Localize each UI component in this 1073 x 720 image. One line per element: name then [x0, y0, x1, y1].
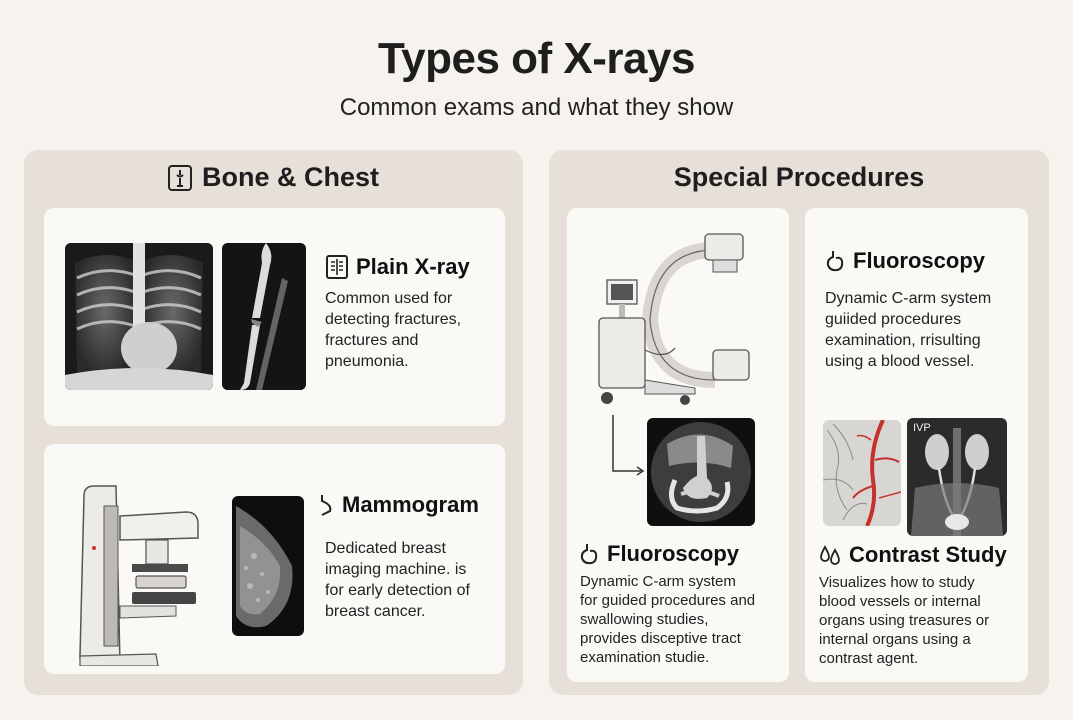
contrast-line-4: internal organs using a: [819, 631, 971, 648]
chest-xray-image: [65, 243, 213, 390]
stomach-icon: [579, 542, 599, 566]
fluoroscopy-bottom-description: [580, 572, 755, 667]
fluoroscopy-top-line-1: Dynamic C-arm system: [825, 290, 992, 307]
plain-xray-card: [44, 208, 505, 426]
fluoroscopy-bottom-title: Fluoroscopy: [607, 541, 740, 566]
stomach-icon: [825, 249, 845, 273]
bone-chest-panel: [24, 150, 523, 695]
mammogram-line-1: Dedicated breast: [325, 540, 446, 557]
mammogram-card: [44, 444, 505, 674]
plain-xray-line-1: Common used for: [325, 290, 453, 307]
fluoroscopy-bottom-line-5: examination studie.: [580, 649, 710, 666]
fluoroscopy-bottom-line-3: swallowing studies,: [580, 611, 709, 628]
fluoroscopy-top-line-3: examination, rrisulting: [825, 332, 981, 349]
mammogram-heading: [320, 492, 479, 518]
contrast-line-3: organs using treasures or: [819, 612, 990, 629]
mammogram-line-3: for early detection of: [325, 582, 470, 599]
gi-fluoroscopy-image: [647, 418, 755, 526]
ivp-image: [907, 418, 1007, 536]
fluoroscopy-top-description: [825, 288, 991, 372]
chest-xray-icon: [326, 255, 348, 279]
contrast-line-1: Visualizes how to study: [819, 574, 975, 591]
bone-xray-image: [222, 243, 306, 390]
page-subtitle: Common exams and what they show: [339, 94, 734, 121]
mammogram-line-2: imaging machine. is: [325, 561, 467, 578]
mammography-machine-illustration: [76, 466, 206, 666]
fluoroscopy-bottom-line-1: Dynamic C-arm system: [580, 573, 736, 590]
plain-xray-description: [325, 288, 461, 372]
fluoroscopy-bottom-line-4: provides disceptive tract: [580, 630, 741, 647]
fluoroscopy-contrast-card: [805, 208, 1028, 682]
bone-joint-icon: [168, 165, 192, 191]
contrast-line-5: contrast agent.: [819, 650, 919, 667]
mammogram-image: [232, 496, 304, 636]
fluoroscopy-top-title: Fluoroscopy: [853, 248, 986, 273]
c-arm-machine-illustration: [595, 230, 760, 410]
contrast-study-title: Contrast Study: [849, 542, 1007, 567]
page-title: Types of X-rays: [378, 34, 695, 83]
breast-profile-icon: [320, 493, 334, 517]
plain-xray-line-3: fractures and: [325, 332, 419, 349]
bone-chest-heading: [24, 162, 523, 193]
fluoroscopy-bottom-line-2: for guided procedures and: [580, 592, 756, 609]
fluoroscopy-procedure-card: [567, 208, 789, 682]
plain-xray-line-2: detecting fractures,: [325, 311, 462, 328]
plain-xray-line-4: pneumonia.: [325, 353, 409, 370]
fluoroscopy-bottom-heading: [579, 541, 739, 567]
mammogram-description: [325, 538, 470, 622]
contrast-study-heading: [819, 542, 1007, 568]
fluoroscopy-top-line-2: guiided procedures: [825, 311, 962, 328]
plain-xray-heading: [326, 254, 470, 280]
drops-icon: [819, 545, 841, 565]
special-procedures-heading: Special Procedures: [673, 162, 925, 192]
fluoroscopy-top-line-4: using a blood vessel.: [825, 353, 975, 370]
arrow-connector: [607, 413, 647, 477]
mammogram-line-4: breast cancer.: [325, 603, 426, 620]
mammogram-title: Mammogram: [342, 492, 479, 517]
special-procedures-panel: [549, 150, 1049, 695]
contrast-study-description: [819, 573, 989, 668]
contrast-line-2: blood vessels or internal: [819, 593, 981, 610]
ivp-label: IVP: [913, 422, 931, 434]
fluoroscopy-top-heading: [825, 248, 985, 274]
angiogram-image: [823, 420, 901, 526]
plain-xray-title: Plain X-ray: [356, 254, 470, 279]
bone-chest-title: Bone & Chest: [201, 162, 380, 192]
